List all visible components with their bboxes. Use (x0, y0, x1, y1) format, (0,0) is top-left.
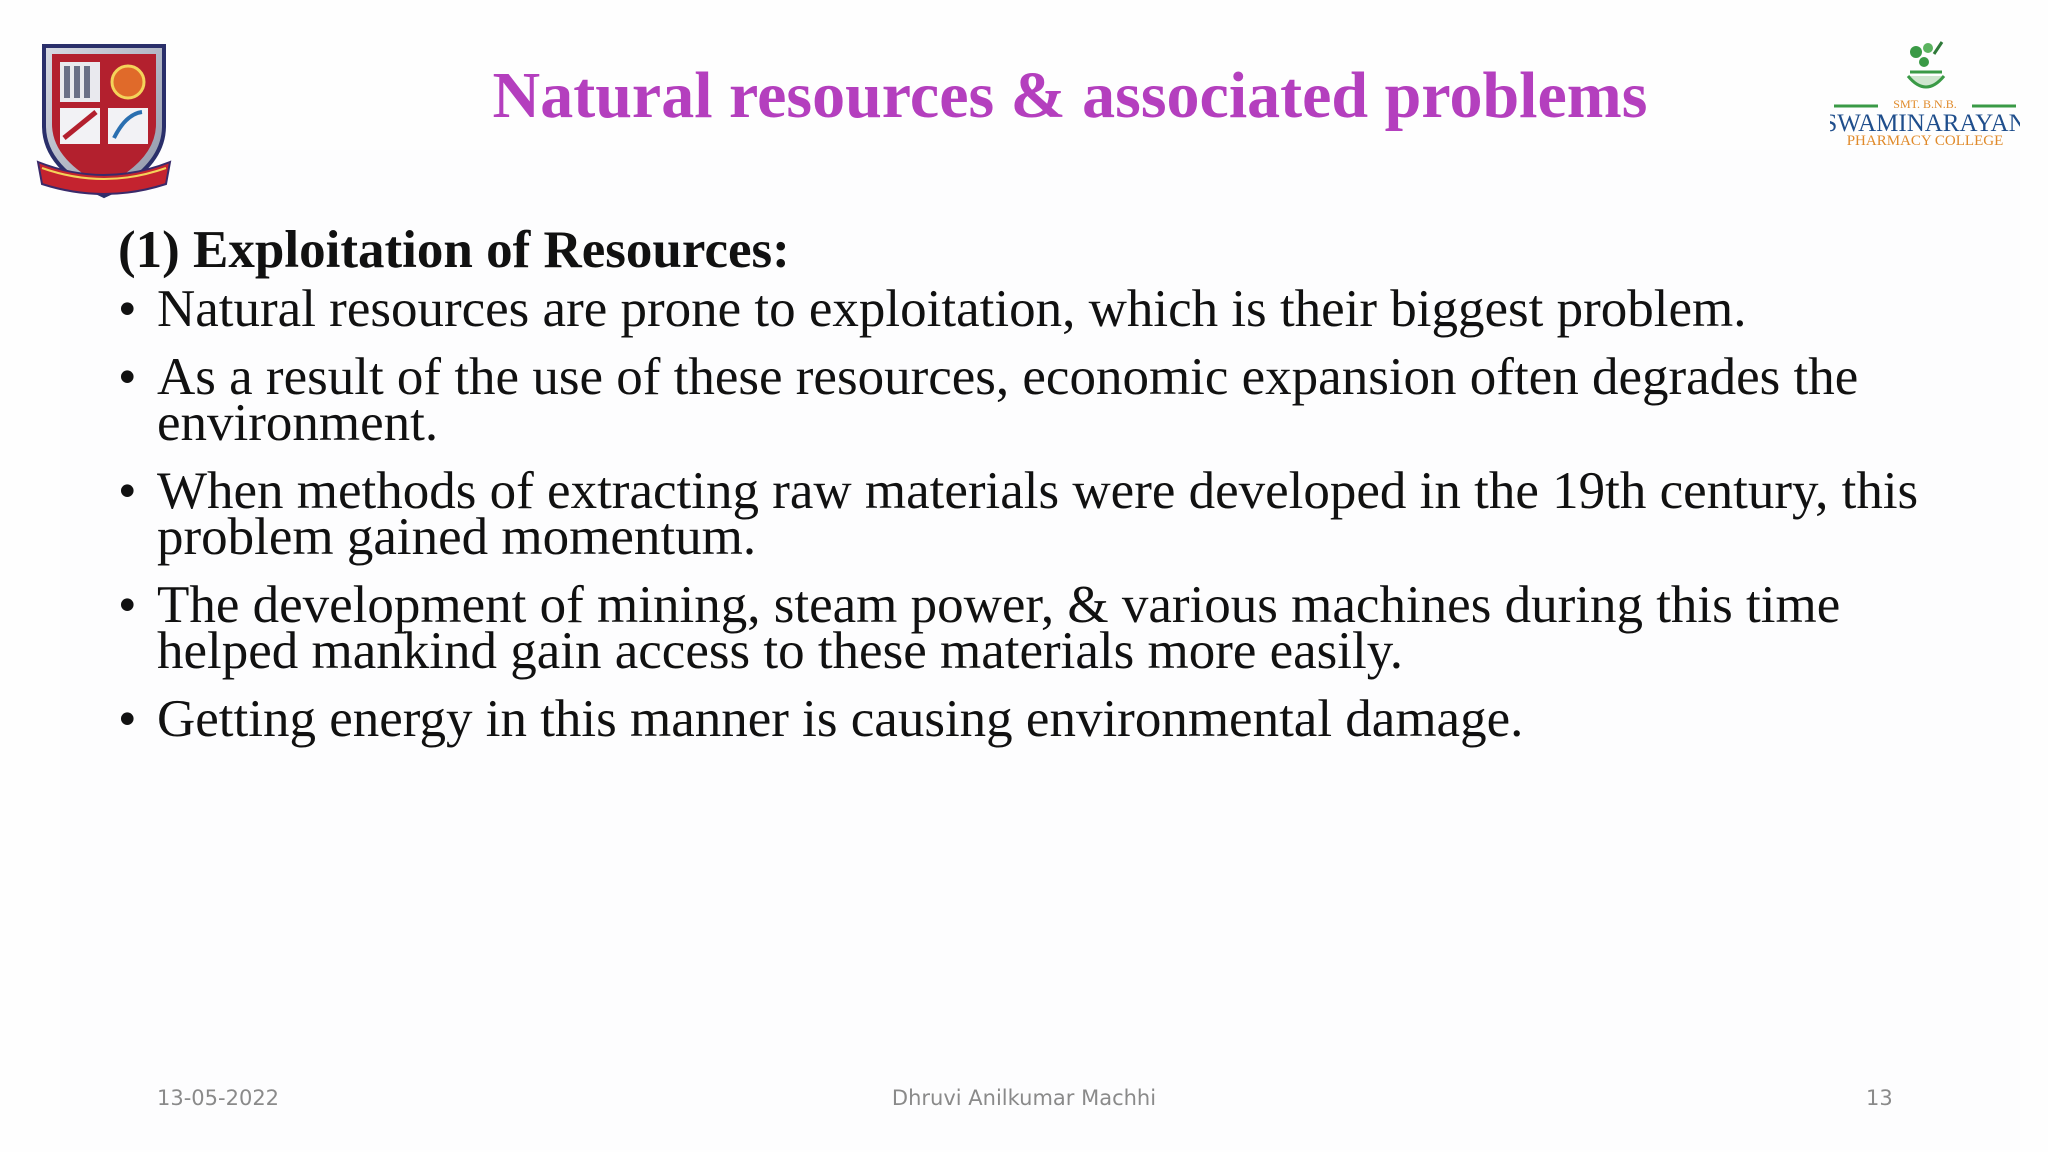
logo-sub-text: PHARMACY COLLEGE (1846, 133, 2004, 149)
bullet-item (118, 690, 1938, 748)
pharmacy-college-logo-icon (1830, 36, 2020, 156)
bullet-item (118, 280, 1938, 338)
bullet-text: Getting energy in this manner is causing environmental damage. (157, 690, 1524, 748)
bullet-icon: • (118, 576, 137, 634)
bullet-icon: • (118, 348, 137, 406)
bullet-list (118, 280, 1938, 748)
bullet-text: As a result of the use of these resources, economic expansion often degrades the environment. (157, 348, 1859, 452)
bullet-icon: • (118, 462, 137, 520)
logo-main-text: SWAMINARAYAN (1830, 110, 2020, 137)
footer-date: 13-05-2022 (157, 1086, 280, 1110)
bullet-item (118, 462, 1938, 566)
university-crest-icon (34, 38, 174, 204)
bullet-text: The development of mining, steam power, & various machines during this time helped mankind gain access to these materials more easily. (157, 576, 1841, 680)
bullet-icon: • (118, 280, 137, 338)
section-heading: (1) Exploitation of Resources: (118, 221, 790, 279)
bullet-item (118, 576, 1938, 680)
slide-content (118, 218, 1938, 764)
bullet-item (118, 348, 1938, 452)
bullet-text: When methods of extracting raw materials were developed in the 19th century, this problem gained momentum. (157, 462, 1919, 566)
bullet-icon: • (118, 690, 137, 748)
bullet-text: Natural resources are prone to exploitation, which is their biggest problem. (157, 280, 1747, 338)
logo-top-text: SMT. B.N.B. (1893, 97, 1957, 111)
pharmacy-college-logo (1830, 36, 2020, 156)
footer-page-number: 13 (1866, 1086, 1893, 1110)
slide-title: Natural resources & associated problems (492, 59, 1648, 132)
footer-author: Dhruvi Anilkumar Machhi (891, 1086, 1157, 1110)
